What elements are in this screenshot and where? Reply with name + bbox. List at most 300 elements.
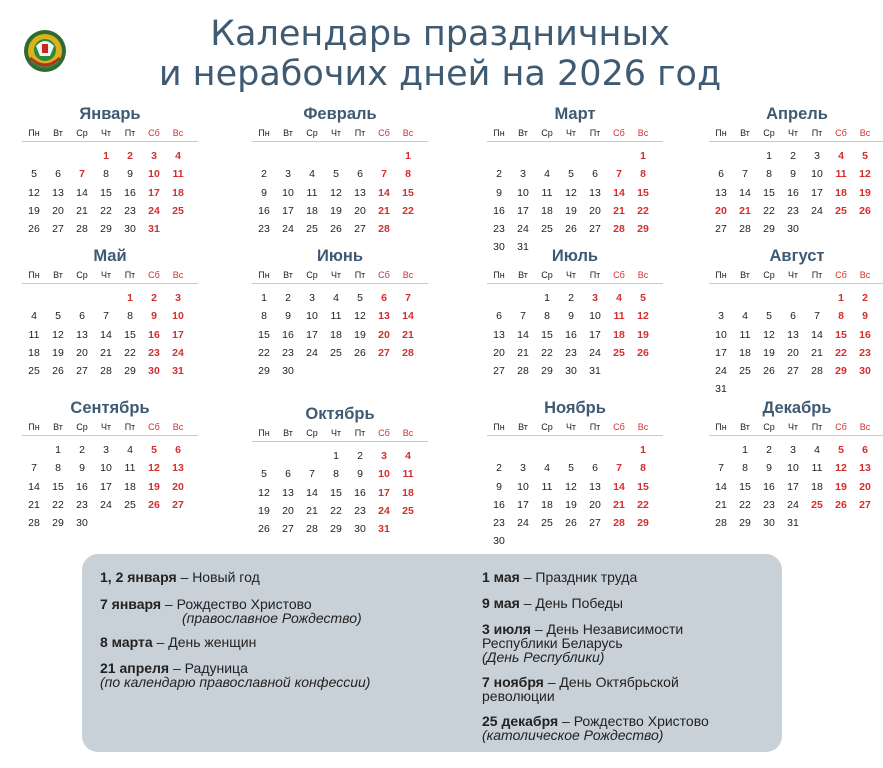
day-cell: 1 bbox=[544, 292, 550, 304]
day-cell: 31 bbox=[517, 241, 529, 254]
belarus-emblem-icon bbox=[22, 28, 68, 74]
day-cell: 4 bbox=[814, 444, 820, 456]
weekday-header bbox=[709, 126, 883, 142]
day-cell: 5 bbox=[766, 310, 772, 323]
day-cell: 18 bbox=[835, 186, 847, 199]
day-cell: 20 bbox=[354, 204, 366, 217]
day-cell: 12 bbox=[28, 186, 40, 199]
day-cell: 12 bbox=[565, 186, 577, 199]
month-name: Март bbox=[554, 105, 596, 123]
empty-cell bbox=[511, 441, 535, 459]
day-cell: 15 bbox=[124, 328, 136, 341]
day-cell: 16 bbox=[763, 480, 775, 493]
day-cell: 19 bbox=[637, 328, 649, 341]
weekday-label: Чт bbox=[100, 270, 112, 280]
day-cell: 24 bbox=[378, 504, 390, 517]
empty-cell bbox=[70, 147, 94, 165]
day-cell: 10 bbox=[811, 168, 823, 181]
month-name: Май bbox=[93, 247, 127, 265]
day-cell: 2 bbox=[261, 168, 267, 181]
weekday-label: Вс bbox=[172, 270, 184, 280]
page-title bbox=[90, 14, 790, 94]
day-cell: 10 bbox=[378, 468, 390, 481]
month-name: Ноябрь bbox=[544, 399, 606, 417]
weekday-label: Пн bbox=[715, 422, 727, 432]
weekday-label: Чт bbox=[787, 128, 799, 138]
holiday-note: (День Республики) bbox=[482, 649, 605, 665]
weekday-label: Вт bbox=[740, 128, 750, 138]
empty-cell bbox=[487, 441, 511, 459]
empty-cell bbox=[607, 441, 631, 459]
day-cell: 4 bbox=[544, 462, 550, 475]
weekday-label: Чт bbox=[330, 128, 342, 138]
day-cell: 11 bbox=[28, 328, 40, 341]
day-cell: 4 bbox=[544, 168, 550, 181]
day-cell: 26 bbox=[354, 346, 366, 359]
day-cell: 1 bbox=[742, 444, 748, 456]
day-cell: 14 bbox=[613, 186, 625, 199]
weekday-label: Ср bbox=[541, 128, 553, 138]
weekday-label: Вт bbox=[53, 270, 63, 280]
weekday-label: Вс bbox=[172, 128, 184, 138]
weekday-label: Ср bbox=[306, 128, 318, 138]
day-cell: 3 bbox=[790, 444, 796, 456]
day-cell: 27 bbox=[172, 498, 184, 511]
day-cell: 21 bbox=[739, 204, 751, 217]
day-cell: 3 bbox=[381, 450, 387, 462]
day-cell: 30 bbox=[148, 365, 160, 378]
empty-cell bbox=[709, 147, 733, 165]
empty-cell bbox=[22, 441, 46, 459]
day-cell: 1 bbox=[103, 150, 109, 162]
day-cell: 24 bbox=[306, 346, 318, 359]
days-grid bbox=[252, 147, 428, 238]
empty-cell bbox=[487, 147, 511, 165]
day-cell: 17 bbox=[787, 480, 799, 493]
day-cell: 6 bbox=[357, 168, 363, 181]
weekday-label: Пт bbox=[124, 128, 136, 138]
day-cell: 14 bbox=[28, 480, 40, 493]
holiday-text: – Праздник труда bbox=[519, 569, 638, 585]
day-cell: 20 bbox=[859, 480, 871, 493]
day-cell: 30 bbox=[787, 223, 799, 236]
day-cell: 26 bbox=[258, 523, 270, 536]
holiday-radunitsa bbox=[100, 661, 370, 689]
weekday-label: Чт bbox=[100, 128, 112, 138]
day-cell: 22 bbox=[541, 346, 553, 359]
weekday-label: Чт bbox=[565, 422, 577, 432]
day-cell: 22 bbox=[52, 498, 64, 511]
day-cell: 14 bbox=[715, 480, 727, 493]
weekday-label: Ср bbox=[76, 270, 88, 280]
empty-cell bbox=[372, 147, 396, 165]
day-cell: 30 bbox=[354, 523, 366, 536]
day-cell: 17 bbox=[589, 328, 601, 341]
month-calendar bbox=[487, 396, 663, 551]
day-cell: 6 bbox=[592, 168, 598, 181]
day-cell: 20 bbox=[589, 204, 601, 217]
month-name: Сентябрь bbox=[70, 399, 150, 417]
day-cell: 13 bbox=[378, 310, 390, 323]
day-cell: 27 bbox=[354, 223, 366, 236]
weekday-label: Вт bbox=[283, 428, 293, 438]
holiday-text: – День женщин bbox=[152, 634, 257, 650]
day-cell: 7 bbox=[616, 168, 622, 181]
day-cell: 4 bbox=[838, 150, 844, 162]
weekday-label: Вс bbox=[637, 422, 649, 432]
weekday-label: Чт bbox=[787, 422, 799, 432]
empty-cell bbox=[757, 289, 781, 307]
day-cell: 13 bbox=[354, 186, 366, 199]
month-calendar bbox=[709, 102, 883, 238]
day-cell: 18 bbox=[541, 498, 553, 511]
day-cell: 29 bbox=[541, 365, 553, 378]
day-cell: 19 bbox=[763, 346, 775, 359]
days-grid bbox=[487, 441, 663, 551]
month-calendar bbox=[487, 102, 663, 257]
empty-cell bbox=[559, 147, 583, 165]
weekday-label: Пт bbox=[124, 270, 136, 280]
holiday-catholic-christmas bbox=[482, 714, 709, 742]
day-cell: 7 bbox=[405, 292, 411, 304]
weekday-label: Пн bbox=[28, 422, 40, 432]
weekday-label: Пт bbox=[354, 270, 366, 280]
day-cell: 16 bbox=[493, 498, 505, 511]
month-name: Декабрь bbox=[762, 399, 832, 417]
day-cell: 23 bbox=[282, 346, 294, 359]
day-cell: 17 bbox=[811, 186, 823, 199]
day-cell: 5 bbox=[151, 444, 157, 456]
day-cell: 22 bbox=[739, 498, 751, 511]
day-cell: 13 bbox=[172, 462, 184, 475]
day-cell: 3 bbox=[520, 168, 526, 181]
day-cell: 18 bbox=[541, 204, 553, 217]
day-cell: 3 bbox=[151, 150, 157, 162]
day-cell: 11 bbox=[172, 168, 184, 181]
day-cell: 10 bbox=[172, 310, 184, 323]
day-cell: 7 bbox=[520, 310, 526, 323]
day-cell: 30 bbox=[493, 535, 505, 548]
weekday-label: Вт bbox=[740, 422, 750, 432]
day-cell: 11 bbox=[330, 310, 342, 323]
day-cell: 20 bbox=[282, 504, 294, 517]
day-cell: 18 bbox=[811, 480, 823, 493]
day-cell: 11 bbox=[541, 480, 553, 493]
day-cell: 28 bbox=[517, 365, 529, 378]
day-cell: 3 bbox=[592, 292, 598, 304]
day-cell: 30 bbox=[493, 241, 505, 254]
day-cell: 17 bbox=[715, 346, 727, 359]
day-cell: 26 bbox=[330, 223, 342, 236]
day-cell: 31 bbox=[378, 523, 390, 536]
weekday-header bbox=[22, 126, 198, 142]
day-cell: 19 bbox=[859, 186, 871, 199]
holiday-text: – Рождество Христово bbox=[558, 713, 709, 729]
day-cell: 5 bbox=[55, 310, 61, 323]
day-cell: 15 bbox=[835, 328, 847, 341]
day-cell: 23 bbox=[354, 504, 366, 517]
day-cell: 20 bbox=[493, 346, 505, 359]
day-cell: 18 bbox=[402, 486, 414, 499]
day-cell: 29 bbox=[637, 223, 649, 236]
day-cell: 23 bbox=[565, 346, 577, 359]
day-cell: 14 bbox=[378, 186, 390, 199]
day-cell: 29 bbox=[763, 223, 775, 236]
day-cell: 27 bbox=[493, 365, 505, 378]
day-cell: 12 bbox=[354, 310, 366, 323]
day-cell: 24 bbox=[715, 365, 727, 378]
holiday-text-cont: революции bbox=[482, 688, 555, 704]
weekday-header bbox=[252, 426, 428, 442]
day-cell: 20 bbox=[589, 498, 601, 511]
month-name: Август bbox=[769, 247, 825, 265]
day-cell: 14 bbox=[76, 186, 88, 199]
days-grid bbox=[487, 289, 663, 380]
weekday-label: Вт bbox=[53, 422, 63, 432]
day-cell: 22 bbox=[637, 498, 649, 511]
day-cell: 23 bbox=[258, 223, 270, 236]
day-cell: 29 bbox=[100, 223, 112, 236]
day-cell: 16 bbox=[148, 328, 160, 341]
empty-cell bbox=[781, 289, 805, 307]
day-cell: 25 bbox=[28, 365, 40, 378]
empty-cell bbox=[70, 289, 94, 307]
weekday-label: Пт bbox=[811, 128, 823, 138]
day-cell: 21 bbox=[306, 504, 318, 517]
weekday-header bbox=[487, 126, 663, 142]
day-cell: 29 bbox=[739, 517, 751, 530]
day-cell: 11 bbox=[402, 468, 414, 481]
day-cell: 30 bbox=[565, 365, 577, 378]
weekday-label: Пт bbox=[354, 128, 366, 138]
day-cell: 6 bbox=[496, 310, 502, 323]
day-cell: 8 bbox=[742, 462, 748, 475]
day-cell: 8 bbox=[55, 462, 61, 475]
day-cell: 11 bbox=[613, 310, 625, 323]
day-cell: 10 bbox=[306, 310, 318, 323]
day-cell: 16 bbox=[354, 486, 366, 499]
day-cell: 5 bbox=[862, 150, 868, 162]
holiday-date: 8 марта bbox=[100, 634, 153, 650]
day-cell: 1 bbox=[838, 292, 844, 304]
holiday-text: – День Независимости bbox=[530, 621, 684, 637]
day-cell: 12 bbox=[835, 462, 847, 475]
day-cell: 21 bbox=[715, 498, 727, 511]
month-name: Апрель bbox=[766, 105, 828, 123]
day-cell: 4 bbox=[742, 310, 748, 323]
day-cell: 13 bbox=[787, 328, 799, 341]
day-cell: 18 bbox=[172, 186, 184, 199]
day-cell: 28 bbox=[28, 517, 40, 530]
day-cell: 19 bbox=[148, 480, 160, 493]
day-cell: 18 bbox=[739, 346, 751, 359]
day-cell: 24 bbox=[517, 223, 529, 236]
day-cell: 4 bbox=[616, 292, 622, 304]
empty-cell bbox=[805, 289, 829, 307]
day-cell: 23 bbox=[763, 498, 775, 511]
day-cell: 12 bbox=[258, 486, 270, 499]
day-cell: 23 bbox=[493, 223, 505, 236]
day-cell: 25 bbox=[402, 504, 414, 517]
day-cell: 20 bbox=[52, 204, 64, 217]
weekday-header bbox=[22, 420, 198, 436]
day-cell: 30 bbox=[282, 365, 294, 378]
weekday-label: Пн bbox=[28, 128, 40, 138]
holiday-october-revolution bbox=[482, 675, 764, 703]
weekday-header bbox=[252, 126, 428, 142]
day-cell: 14 bbox=[100, 328, 112, 341]
day-cell: 24 bbox=[148, 204, 160, 217]
day-cell: 6 bbox=[175, 444, 181, 456]
day-cell: 19 bbox=[565, 498, 577, 511]
day-cell: 28 bbox=[613, 517, 625, 530]
day-cell: 31 bbox=[172, 365, 184, 378]
day-cell: 8 bbox=[640, 462, 646, 475]
weekday-label: Пт bbox=[354, 428, 366, 438]
weekday-label: Пт bbox=[124, 422, 136, 432]
holiday-text: – День Победы bbox=[519, 595, 623, 611]
holiday-note: (по календарю православной конфессии) bbox=[100, 674, 371, 690]
day-cell: 5 bbox=[568, 462, 574, 475]
day-cell: 12 bbox=[763, 328, 775, 341]
month-calendar bbox=[709, 396, 883, 532]
weekday-header bbox=[709, 420, 883, 436]
weekday-label: Пн bbox=[715, 128, 727, 138]
day-cell: 5 bbox=[640, 292, 646, 304]
day-cell: 7 bbox=[814, 310, 820, 323]
day-cell: 22 bbox=[402, 204, 414, 217]
weekday-label: Сб bbox=[835, 422, 847, 432]
empty-cell bbox=[709, 289, 733, 307]
day-cell: 15 bbox=[637, 480, 649, 493]
weekday-label: Вт bbox=[53, 128, 63, 138]
day-cell: 31 bbox=[715, 383, 727, 396]
weekday-label: Вс bbox=[172, 422, 184, 432]
day-cell: 13 bbox=[282, 486, 294, 499]
weekday-label: Ср bbox=[76, 128, 88, 138]
month-name: Октябрь bbox=[305, 405, 375, 423]
month-calendar bbox=[22, 244, 198, 380]
weekday-label: Вс bbox=[859, 270, 871, 280]
holiday-labour-day bbox=[482, 570, 637, 584]
holiday-independence-day bbox=[482, 622, 764, 664]
weekday-label: Вт bbox=[283, 128, 293, 138]
weekday-label: Ср bbox=[763, 270, 775, 280]
weekday-label: Чт bbox=[330, 270, 342, 280]
empty-cell bbox=[709, 441, 733, 459]
day-cell: 25 bbox=[172, 204, 184, 217]
weekday-label: Сб bbox=[378, 428, 390, 438]
day-cell: 6 bbox=[718, 168, 724, 181]
day-cell: 8 bbox=[333, 468, 339, 481]
day-cell: 26 bbox=[52, 365, 64, 378]
weekday-label: Ср bbox=[306, 428, 318, 438]
day-cell: 13 bbox=[52, 186, 64, 199]
day-cell: 11 bbox=[306, 186, 318, 199]
empty-cell bbox=[511, 289, 535, 307]
day-cell: 28 bbox=[306, 523, 318, 536]
weekday-label: Ср bbox=[763, 422, 775, 432]
day-cell: 8 bbox=[766, 168, 772, 181]
weekday-label: Пн bbox=[715, 270, 727, 280]
day-cell: 9 bbox=[568, 310, 574, 323]
weekday-label: Вс bbox=[859, 128, 871, 138]
day-cell: 1 bbox=[640, 444, 646, 456]
day-cell: 9 bbox=[261, 186, 267, 199]
title-line-2: и нерабочих дней на 2026 год bbox=[158, 54, 722, 94]
day-cell: 27 bbox=[282, 523, 294, 536]
day-cell: 16 bbox=[859, 328, 871, 341]
day-cell: 22 bbox=[100, 204, 112, 217]
day-cell: 28 bbox=[613, 223, 625, 236]
holiday-date: 7 января bbox=[100, 596, 162, 612]
day-cell: 7 bbox=[309, 468, 315, 481]
holiday-victory-day bbox=[482, 596, 623, 610]
empty-cell bbox=[583, 441, 607, 459]
day-cell: 21 bbox=[28, 498, 40, 511]
day-cell: 9 bbox=[127, 168, 133, 181]
day-cell: 15 bbox=[100, 186, 112, 199]
day-cell: 6 bbox=[79, 310, 85, 323]
day-cell: 25 bbox=[306, 223, 318, 236]
day-cell: 12 bbox=[148, 462, 160, 475]
empty-cell bbox=[535, 147, 559, 165]
weekday-label: Чт bbox=[565, 128, 577, 138]
day-cell: 15 bbox=[541, 328, 553, 341]
day-cell: 9 bbox=[357, 468, 363, 481]
month-calendar bbox=[252, 102, 428, 238]
day-cell: 26 bbox=[565, 517, 577, 530]
day-cell: 12 bbox=[52, 328, 64, 341]
holiday-text: – Новый год bbox=[176, 569, 260, 585]
empty-cell bbox=[300, 447, 324, 465]
day-cell: 5 bbox=[333, 168, 339, 181]
day-cell: 1 bbox=[55, 444, 61, 456]
empty-cell bbox=[733, 147, 757, 165]
day-cell: 26 bbox=[148, 498, 160, 511]
day-cell: 21 bbox=[402, 328, 414, 341]
day-cell: 23 bbox=[124, 204, 136, 217]
days-grid bbox=[22, 147, 198, 238]
holiday-date: 7 ноября bbox=[482, 674, 544, 690]
day-cell: 4 bbox=[309, 168, 315, 181]
empty-cell bbox=[94, 289, 118, 307]
weekday-label: Вс bbox=[402, 270, 414, 280]
weekday-label: Ср bbox=[306, 270, 318, 280]
day-cell: 6 bbox=[790, 310, 796, 323]
day-cell: 1 bbox=[640, 150, 646, 162]
weekday-label: Ср bbox=[76, 422, 88, 432]
day-cell: 9 bbox=[862, 310, 868, 323]
day-cell: 8 bbox=[544, 310, 550, 323]
day-cell: 31 bbox=[148, 223, 160, 236]
day-cell: 8 bbox=[640, 168, 646, 181]
day-cell: 29 bbox=[835, 365, 847, 378]
weekday-label: Сб bbox=[378, 270, 390, 280]
weekday-label: Пн bbox=[258, 270, 270, 280]
day-cell: 5 bbox=[261, 468, 267, 481]
day-cell: 20 bbox=[715, 204, 727, 217]
day-cell: 23 bbox=[148, 346, 160, 359]
day-cell: 22 bbox=[330, 504, 342, 517]
weekday-label: Вт bbox=[740, 270, 750, 280]
day-cell: 12 bbox=[637, 310, 649, 323]
month-name: Июль bbox=[551, 247, 599, 265]
weekday-label: Вс bbox=[859, 422, 871, 432]
day-cell: 23 bbox=[787, 204, 799, 217]
day-cell: 27 bbox=[76, 365, 88, 378]
day-cell: 10 bbox=[517, 480, 529, 493]
